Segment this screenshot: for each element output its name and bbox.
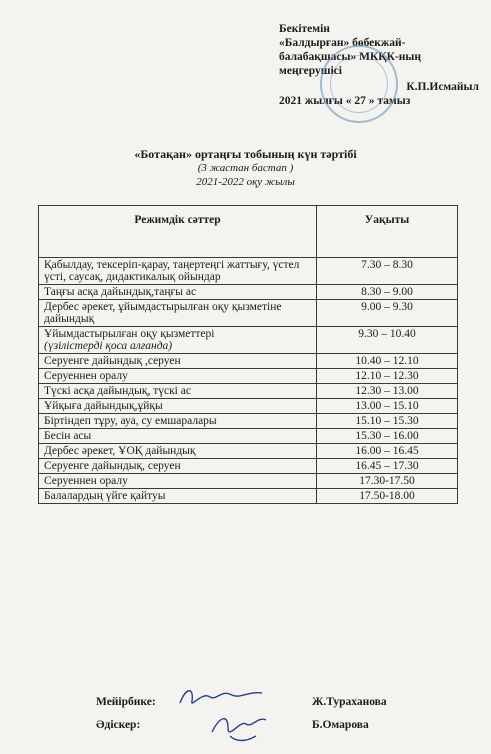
time-cell: 12.10 – 12.30 [317, 369, 458, 384]
time-cell: 17.30-17.50 [317, 474, 458, 489]
schedule-subtitle: (3 жастан бастап ) [197, 162, 294, 174]
time-cell: 15.10 – 15.30 [317, 414, 458, 429]
activity-note: (үзілістерді қоса алғанда) [44, 340, 173, 352]
time-cell: 13.00 – 15.10 [317, 399, 458, 414]
methodist-role: Әдіскер: [96, 719, 141, 731]
header-activity: Режимдік сәттер [39, 206, 317, 258]
table-row [39, 354, 458, 369]
time-cell: 9.30 – 10.40 [317, 327, 458, 354]
time-cell: 8.30 – 9.00 [317, 285, 458, 300]
activity-cell: Біртіндеп тұру, ауа, су емшаралары [39, 414, 317, 429]
methodist-name: Б.Омарова [312, 719, 369, 731]
table-row [39, 399, 458, 414]
time-cell: 16.00 – 16.45 [317, 444, 458, 459]
nurse-role: Мейірбике: [96, 696, 156, 708]
activity-cell: Дербес әрекет, ҰОҚ дайындық [39, 444, 317, 459]
nurse-name: Ж.Тураханова [312, 696, 387, 708]
table-header-row [39, 206, 458, 258]
table-row [39, 489, 458, 504]
table-row [39, 258, 458, 285]
activity-text: Ұйымдастырылған оқу қызметтері [44, 328, 215, 340]
time-cell: 9.00 – 9.30 [317, 300, 458, 327]
activity-cell: Серуенге дайындық ,серуен [39, 354, 317, 369]
table-row [39, 327, 458, 354]
time-cell: 17.50-18.00 [317, 489, 458, 504]
director-name: К.П.Исмайыл [406, 81, 479, 93]
methodist-signature-icon [206, 706, 286, 746]
table-row [39, 285, 458, 300]
activity-cell: Балалардың үйге қайтуы [39, 489, 317, 504]
time-cell: 7.30 – 8.30 [317, 258, 458, 285]
approval-date: 2021 жылғы « 27 » тамыз [279, 95, 411, 107]
activity-cell: Дербес әрекет, ұйымдастырылған оқу қызметіне дайындық [39, 300, 317, 327]
table-row [39, 414, 458, 429]
approval-line-2: «Балдырған» бөбекжай- [279, 37, 406, 49]
table-row [39, 369, 458, 384]
activity-cell: Таңғы асқа дайындық,таңғы ас [39, 285, 317, 300]
table-row [39, 444, 458, 459]
table-row [39, 459, 458, 474]
table-row [39, 300, 458, 327]
schedule-title: «Ботақан» ортаңғы тобының күн тәртібі [134, 147, 357, 161]
schedule-year: 2021-2022 оқу жылы [196, 176, 295, 188]
approval-line-1: Бекітемін [279, 23, 330, 35]
activity-cell: Серуеннен оралу [39, 369, 317, 384]
table-row [39, 384, 458, 399]
time-cell: 16.45 – 17.30 [317, 459, 458, 474]
table-row [39, 474, 458, 489]
time-cell: 12.30 – 13.00 [317, 384, 458, 399]
activity-cell: Түскі асқа дайындық, түскі ас [39, 384, 317, 399]
schedule-table [38, 205, 458, 504]
approval-block [279, 22, 479, 108]
activity-cell [39, 327, 317, 354]
activity-cell: Ұйқыға дайындық,ұйқы [39, 399, 317, 414]
header-time: Уақыты [317, 206, 458, 258]
approval-line-4: меңгерушісі [279, 65, 342, 77]
activity-cell: Бесін асы [39, 429, 317, 444]
table-row [39, 429, 458, 444]
time-cell: 10.40 – 12.10 [317, 354, 458, 369]
activity-cell: Қабылдау, тексеріп-қарау, таңертеңгі жаттығу, үстел үсті, саусақ, дидактикалық ойындар [39, 258, 317, 285]
approval-line-3: балабақшасы» МКҚК-ның [279, 51, 422, 63]
activity-cell: Серуеннен оралу [39, 474, 317, 489]
activity-cell: Серуенге дайындық, серуен [39, 459, 317, 474]
time-cell: 15.30 – 16.00 [317, 429, 458, 444]
